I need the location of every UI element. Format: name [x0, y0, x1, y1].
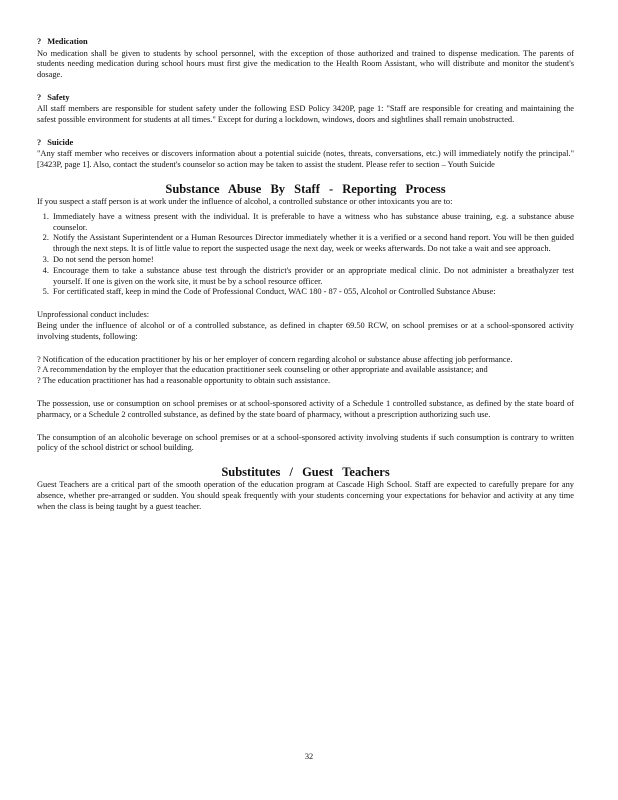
suicide-body: "Any staff member who receives or discovers information about a potential suicide (notes, threats, conversations, etc.) will immediately notify the principal." [3423P, page 1]. Also, contact the student's counselor so action may be taken to assist the student. Please refer to section – Youth Suicide — [37, 149, 574, 170]
possession-paragraph: The possession, use or consumption on school premises or at school-sponsored activity of a Schedule 1 controlled substance, as defined by the state board of pharmacy, or a Schedule 2 controlled substance, as defined by the state board of pharmacy, without a prescription authorizing such use. — [37, 399, 574, 419]
abuse-step: 5. For certificated staff, keep in mind the Code of Professional Conduct, WAC 180 - 87 - 055, Alcohol or Controlled Substance Abuse: — [51, 287, 574, 298]
suicide-marker: ? — [37, 137, 42, 147]
page-number: 32 — [304, 752, 314, 761]
suicide-section — [37, 138, 574, 171]
safety-heading-text: Safety — [47, 92, 70, 102]
being-under-influence: Being under the influence of alcohol or of a controlled substance, as defined in chapter 69.50 RCW, on school premises or at a school-sponsored activity involving students, following: — [37, 321, 574, 341]
safety-body: All staff members are responsible for student safety under the following ESD Policy 3420P, page 1: "Staff are responsible for creating and maintaining the safest possible environment for students at all times." Except for during a lockdown, windows, doors and sightlines shall remain unobstructed. — [37, 104, 574, 125]
safety-section — [37, 93, 574, 126]
suicide-heading — [37, 138, 574, 149]
medication-heading — [37, 37, 574, 48]
substitutes-heading: Substitutes / Guest Teachers — [221, 465, 390, 480]
safety-marker: ? — [37, 92, 42, 102]
suicide-heading-text: Suicide — [47, 137, 74, 147]
abuse-step: 3. Do not send the person home! — [51, 255, 574, 266]
abuse-section — [37, 182, 574, 454]
abuse-step: 1. Immediately have a witness present with the individual. It is preferable to have a witness who has substance abuse training, e.g. a substance abuse counselor. — [51, 212, 574, 234]
medication-heading-text: Medication — [47, 37, 88, 46]
substitutes-section — [37, 465, 574, 512]
substitutes-body: Guest Teachers are a critical part of the smooth operation of the education program at Cascade High School. Staff are expected to carefully prepare for any absence, whether pre-arranged or sudden. You should speak frequently with your students concerning your expectations for behavior and activity at any time when the class is being taught by a guest teacher. — [37, 480, 574, 511]
unprofessional-conduct-label: Unprofessional conduct includes: — [37, 310, 150, 320]
abuse-step: 4. Encourage them to take a substance abuse test through the district's provider or an appropriate medical clinic. Do not administer a breathalyzer test yourself. If one is given on the work site, it must be by a school resource officer. — [51, 266, 574, 288]
page-content — [37, 37, 574, 513]
medication-section — [37, 37, 574, 81]
bullet-opportunity: ? The education practitioner has had a reasonable opportunity to obtain such assistance. — [37, 376, 331, 386]
abuse-intro: If you suspect a staff person is at work under the influence of alcohol, a controlled substance or other intoxicants you are to: — [37, 197, 453, 207]
abuse-step: 2. Notify the Assistant Superintendent or a Human Resources Director immediately whether it is a verified or a second hand report. You will be then guided through the next steps. It is of little value to report the suspected usage the next day, week or weeks afterwards. Do not take a wait and see approach. — [51, 233, 574, 255]
bullet-notification: ? Notification of the education practitioner by his or her employer of concern regarding alcohol or substance abuse affecting job performance. — [37, 354, 513, 364]
bullet-recommendation: ? A recommendation by the employer that the education practitioner seek counseling or other appropriate and available assistance; and — [37, 365, 488, 375]
consumption-paragraph: The consumption of an alcoholic beverage on school premises or at a school-sponsored activity involving students if such consumption is contrary to written policy of the school district or school building. — [37, 432, 574, 453]
abuse-heading: Substance Abuse By Staff - Reporting Process — [165, 182, 446, 197]
safety-heading — [37, 93, 574, 104]
abuse-steps — [37, 212, 574, 298]
medication-marker: ? — [37, 37, 42, 46]
medication-body: No medication shall be given to students by school personnel, with the exception of those authorized and trained to dispense medication. The parents of students needing medication during school hours must first give the medication to the Health Room Assistant, who will distribute and monitor the student's dosage. — [37, 48, 574, 80]
